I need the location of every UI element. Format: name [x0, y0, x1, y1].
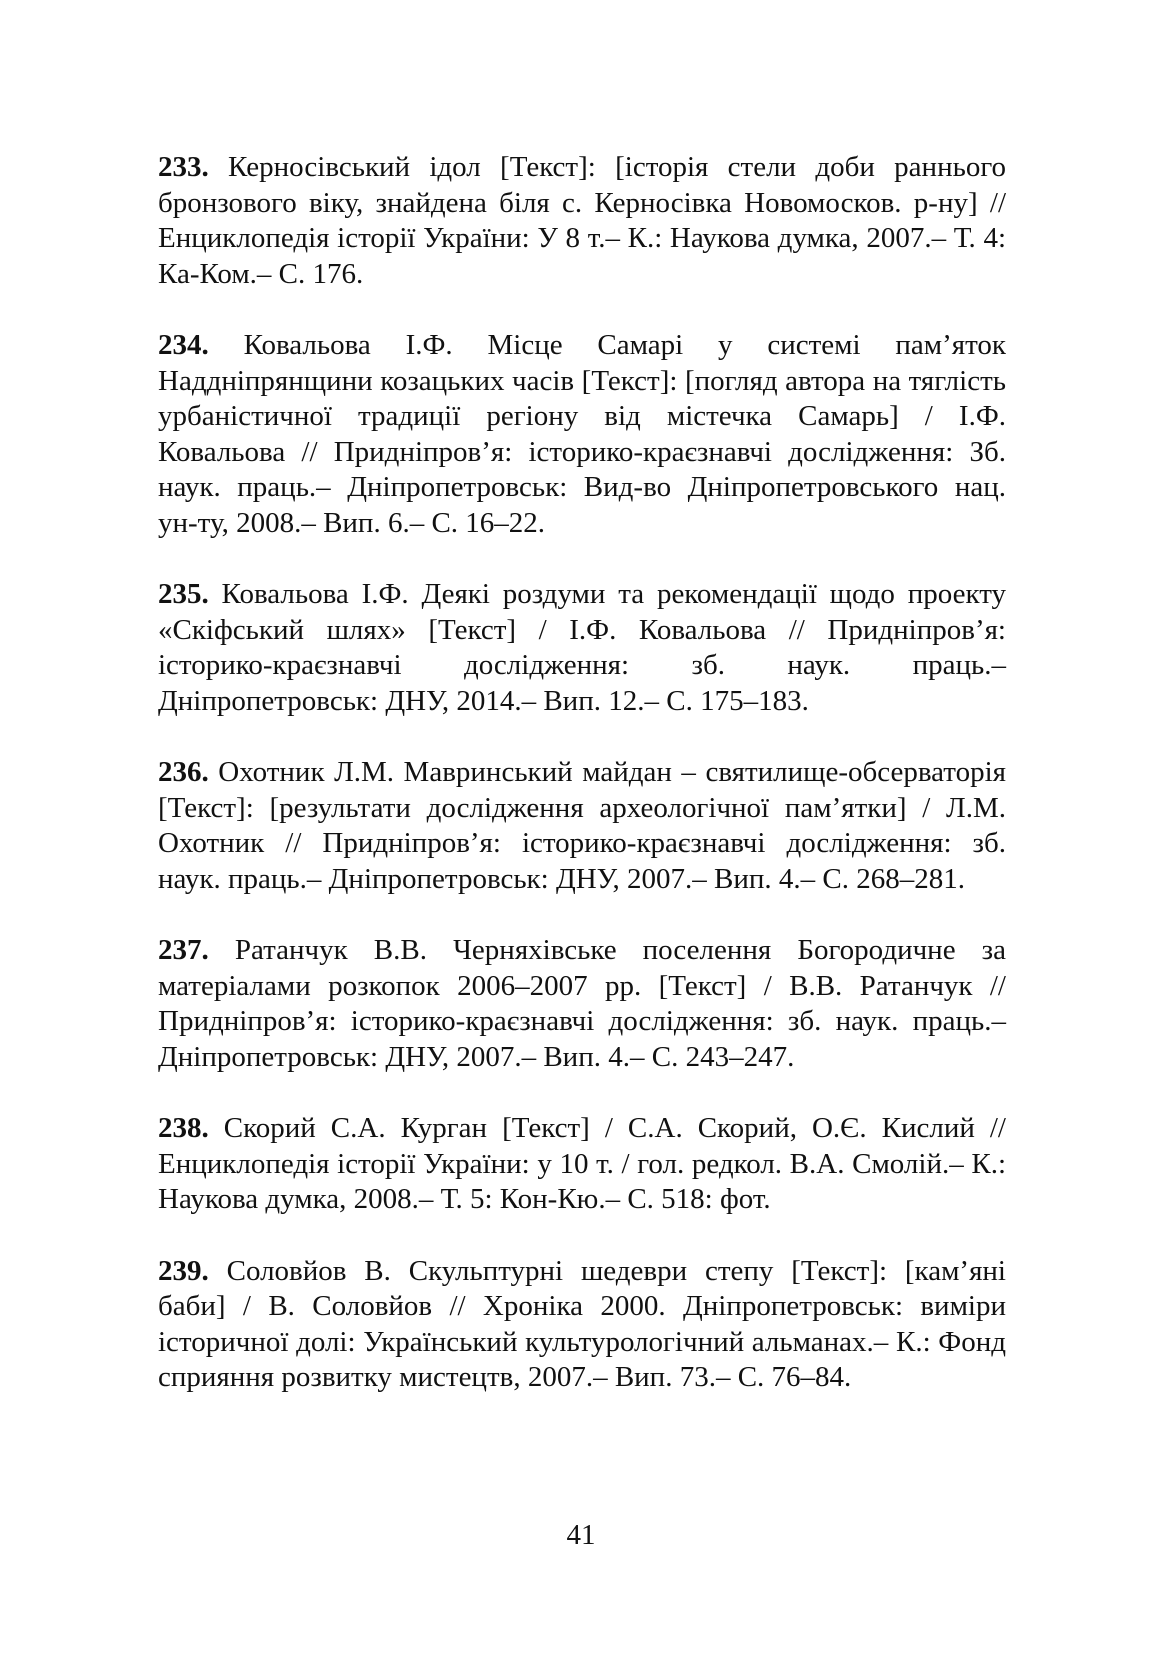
entry-text: Ратанчук В.В. Черняхівське поселення Богородичне за матеріалами розкопок 2006–2007 рр. [Текст] / В.В. Ратанчук // Придніпров’я: історико-краєзнавчі дослідження: зб. наук. праць.– Дніпропетровськ: ДНУ, 2007.– Вип. 4.– С. 243–247.: [158, 934, 1006, 1073]
entry-text: Ковальова І.Ф. Місце Самарі у системі пам’яток Наддніпрянщини козацьких часів [Текст]: [погляд автора на тяглість урбаністичної традиції регіону від містечка Самарь] / І.Ф. Ковальова // Придніпров’я: історико-краєзнавчі дослідження: Зб. наук. праць.– Дніпропетровськ: Вид-во Дніпропетровського нац. ун-ту, 2008.– Вип. 6.– С. 16–22.: [158, 329, 1006, 539]
entry-233: [158, 150, 1006, 292]
entry-text: Охотник Л.М. Мавринський майдан – святилище-обсерваторія [Текст]: [результати дослідження археологічної пам’ятки] / Л.М. Охотник // Придніпров’я: історико-краєзнавчі дослідження: зб. наук. праць.– Дніпропетровськ: ДНУ, 2007.– Вип. 4.– С. 268–281.: [158, 756, 1006, 895]
entry-235: [158, 577, 1006, 719]
entry-number: 237.: [158, 934, 209, 966]
entry-text: Керносівський ідол [Текст]: [історія стели доби раннього бронзового віку, знайдена біля с. Керносівка Новомосков. р-ну] // Енциклопедія історії України: У 8 т.– К.: Наукова думка, 2007.– Т. 4: Ка-Ком.– С. 176.: [158, 151, 1006, 290]
entry-234: [158, 328, 1006, 541]
entry-number: 235.: [158, 578, 209, 610]
entry-238: [158, 1111, 1006, 1218]
entry-237: [158, 933, 1006, 1075]
entry-number: 233.: [158, 151, 209, 183]
entry-236: [158, 755, 1006, 897]
entry-text: Соловйов В. Скульптурні шедеври степу [Текст]: [кам’яні баби] / В. Соловйов // Хроніка 2000. Дніпропетровськ: виміри історичної долі: Український культурологічний альманах.– К.: Фонд сприяння розвитку мистецтв, 2007.– Вип. 73.– С. 76–84.: [158, 1254, 1006, 1393]
entry-239: [158, 1254, 1006, 1396]
entry-text: Скорий С.А. Курган [Текст] / С.А. Скорий, О.Є. Кислий // Енциклопедія історії України: у 10 т. / гол. редкол. В.А. Смолій.– К.: Наукова думка, 2008.– Т. 5: Кон-Кю.– С. 518: фот.: [158, 1112, 1006, 1215]
entry-number: 238.: [158, 1112, 209, 1144]
entry-text: Ковальова І.Ф. Деякі роздуми та рекомендації щодо проекту «Скіфський шлях» [Текст] / І.Ф. Ковальова // Придніпров’я: історико-краєзнавчі дослідження: зб. наук. праць.– Дніпропетровськ: ДНУ, 2014.– Вип. 12.– С. 175–183.: [158, 578, 1006, 717]
page-number: 41: [566, 1519, 596, 1551]
entry-number: 239.: [158, 1254, 209, 1287]
entry-number: 236.: [158, 756, 209, 788]
bibliography-list: [158, 150, 1006, 1432]
entry-number: 234.: [158, 329, 209, 361]
